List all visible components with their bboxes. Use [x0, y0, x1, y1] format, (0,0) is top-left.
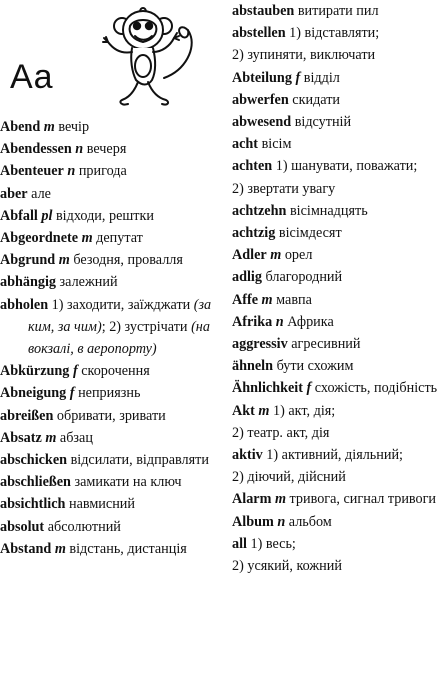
- entry-headword: absichtlich: [0, 496, 66, 513]
- monkey-illustration: [86, 0, 216, 116]
- entry-grammar: m: [81, 230, 93, 247]
- entry-headword: achtzehn: [232, 202, 287, 219]
- entry-headword: abreißen: [0, 407, 54, 424]
- entry-translation: 2) зупиняти, виключати: [232, 47, 376, 64]
- entry-headword: Affe: [232, 291, 258, 308]
- dictionary-entry: [0, 183, 220, 205]
- dictionary-entry: [232, 200, 438, 222]
- entry-headword: aktiv: [232, 447, 263, 464]
- entry-headword: adlig: [232, 269, 262, 286]
- entry-grammar: m: [45, 429, 57, 446]
- entry-translation: схожість, подібність: [314, 380, 438, 397]
- entry-headword: all: [232, 535, 247, 552]
- entry-usage-note: (за ким, за чим): [28, 296, 212, 335]
- entry-headword: Absatz: [0, 429, 42, 446]
- dictionary-entry: [0, 271, 220, 293]
- dictionary-entry: [0, 205, 220, 227]
- entry-grammar: m: [58, 252, 70, 269]
- entry-translation: неприязнь: [78, 385, 141, 402]
- entry-translation: але: [31, 185, 51, 202]
- entry-grammar: n: [75, 141, 84, 158]
- entry-grammar: f: [306, 380, 312, 397]
- entry-translation: вечір: [58, 119, 90, 135]
- dictionary-entry: [0, 538, 220, 560]
- entry-translation: 2) звертати увагу: [232, 180, 336, 197]
- dictionary-entry: [0, 382, 220, 404]
- entry-translation: 2) діючий, дійсний: [232, 469, 346, 486]
- dictionary-entry: [0, 471, 220, 493]
- dictionary-entry: [232, 155, 438, 199]
- dictionary-entry: [232, 266, 438, 288]
- entry-headword: Abstand: [0, 540, 52, 557]
- entry-headword: abstellen: [232, 25, 286, 42]
- dictionary-entry: [232, 289, 438, 311]
- entry-headword: Abend: [0, 119, 41, 135]
- entry-grammar: f: [69, 385, 75, 402]
- entry-translation: вісімнадцять: [289, 202, 368, 219]
- entry-headword: Akt: [232, 402, 255, 419]
- entry-grammar: m: [270, 247, 282, 264]
- dictionary-entry: [232, 400, 438, 444]
- entry-translation: навмисний: [68, 496, 135, 513]
- dictionary-entry: [0, 160, 220, 182]
- dictionary-entry: [232, 377, 438, 399]
- entry-headword: Abgrund: [0, 252, 56, 269]
- entry-headword: achtzig: [232, 225, 276, 242]
- entry-headword: ähneln: [232, 358, 274, 375]
- entry-translation: скорочення: [81, 363, 150, 380]
- dictionary-entry: [0, 138, 220, 160]
- dictionary-entry: [232, 0, 438, 22]
- dictionary-entry: [0, 227, 220, 249]
- dictionary-entry: [232, 511, 438, 533]
- entry-translation: витирати пил: [297, 3, 379, 19]
- entry-headword: abwerfen: [232, 91, 289, 108]
- entry-translation: абзац: [59, 429, 93, 446]
- entry-translation: 1) весь;: [250, 535, 296, 552]
- entry-translation: альбом: [288, 513, 332, 530]
- dictionary-entry: [0, 516, 220, 538]
- entry-headword: Abfall: [0, 207, 38, 224]
- entry-headword: achten: [232, 158, 273, 175]
- entry-translation: 2) театр. акт, дія: [232, 424, 330, 441]
- entry-translation: агресивний: [291, 336, 361, 353]
- right-column: [232, 0, 438, 577]
- entry-headword: Abteilung: [232, 69, 292, 86]
- dictionary-entry: [232, 488, 438, 510]
- entry-grammar: m: [54, 540, 66, 557]
- dictionary-entry: [232, 89, 438, 111]
- dictionary-entry: [0, 360, 220, 382]
- entry-translation: 1) відставляти;: [289, 25, 380, 42]
- entry-translation: скидати: [292, 91, 341, 108]
- entry-headword: Abgeordnete: [0, 230, 79, 247]
- dictionary-entry: [232, 22, 438, 66]
- dictionary-entry: [232, 244, 438, 266]
- entry-translation: Африка: [287, 313, 334, 330]
- entry-translation: безодня, провалля: [73, 252, 183, 269]
- entry-headword: Abkürzung: [0, 363, 70, 380]
- entry-translation: 1) шанувати, поважати;: [275, 158, 418, 175]
- entry-translation: благородний: [265, 269, 343, 286]
- entry-translation: вісімдесят: [278, 225, 342, 242]
- dictionary-entry: [232, 444, 438, 488]
- dictionary-entry: [232, 111, 438, 133]
- entry-grammar: f: [295, 69, 301, 86]
- entry-translation: відходи, рештки: [55, 207, 154, 224]
- entry-headword: Ähnlichkeit: [232, 380, 303, 397]
- dictionary-entry: [232, 222, 438, 244]
- entry-translation: 2) усякий, кожний: [232, 558, 342, 575]
- entry-translation: бути схожим: [276, 358, 354, 375]
- entry-headword: Alarm: [232, 491, 272, 508]
- entry-translation: відділ: [303, 69, 340, 86]
- entry-translation: обривати, зривати: [56, 407, 166, 424]
- entry-translation: пригода: [78, 163, 127, 180]
- entry-translation: замикати на ключ: [74, 474, 182, 491]
- letter-heading: Aa: [10, 58, 54, 96]
- entry-translation: 1) акт, дія;: [273, 402, 336, 419]
- dictionary-entry: [0, 249, 220, 271]
- dictionary-entry: [0, 116, 220, 138]
- entry-headword: aggressiv: [232, 336, 288, 353]
- entry-headword: Abendessen: [0, 141, 72, 158]
- entry-translation: ; 2) зустрічати: [101, 318, 188, 335]
- entry-grammar: n: [275, 313, 284, 330]
- dictionary-entry: [232, 333, 438, 355]
- entry-headword: Afrika: [232, 313, 273, 330]
- entry-grammar: f: [72, 363, 78, 380]
- entry-grammar: m: [43, 119, 55, 135]
- dictionary-entry: [232, 355, 438, 377]
- dictionary-entry: [0, 449, 220, 471]
- dictionary-entry: [232, 67, 438, 89]
- entry-translation: абсолютний: [47, 518, 121, 535]
- entry-headword: Abneigung: [0, 385, 67, 402]
- dictionary-entry: [232, 311, 438, 333]
- entry-grammar: m: [274, 491, 286, 508]
- entry-translation: вісім: [261, 136, 292, 153]
- dictionary-entry: [232, 133, 438, 155]
- entry-grammar: m: [261, 291, 273, 308]
- entry-headword: Adler: [232, 247, 267, 264]
- entry-usage-note: (на вокзалі, в аеропорту): [28, 318, 210, 358]
- entry-headword: acht: [232, 136, 259, 153]
- entry-translation: 1) активний, діяльний;: [266, 447, 403, 464]
- entry-headword: abstauben: [232, 3, 295, 19]
- dictionary-entry: [0, 427, 220, 449]
- entry-headword: Abenteuer: [0, 163, 64, 180]
- entry-translation: вечеря: [86, 141, 127, 158]
- entry-translation: депутат: [96, 230, 143, 247]
- dictionary-entry: [0, 493, 220, 515]
- entry-translation: 1) заходити, заїжджати: [51, 296, 191, 313]
- dictionary-entry: [232, 533, 438, 577]
- left-column: [0, 116, 220, 560]
- entry-grammar: n: [67, 163, 76, 180]
- dictionary-entry: [0, 405, 220, 427]
- entry-grammar: pl: [41, 207, 53, 224]
- entry-headword: abschließen: [0, 474, 71, 491]
- entry-translation: відсутній: [294, 114, 352, 131]
- entry-translation: залежний: [59, 274, 118, 291]
- entry-translation: мавпа: [276, 291, 312, 308]
- entry-grammar: n: [277, 513, 286, 530]
- entry-headword: abholen: [0, 296, 49, 313]
- entry-translation: відсилати, відправляти: [70, 452, 209, 469]
- entry-headword: aber: [0, 185, 28, 202]
- entry-headword: abwesend: [232, 114, 292, 131]
- entry-headword: abschicken: [0, 452, 68, 469]
- dictionary-entry: [0, 294, 220, 361]
- entry-translation: тривога, сигнал тривоги: [289, 491, 437, 508]
- entry-grammar: m: [258, 402, 270, 419]
- entry-translation: відстань, дистанція: [69, 540, 187, 557]
- entry-headword: abhängig: [0, 274, 56, 291]
- entry-headword: absolut: [0, 518, 45, 535]
- entry-headword: Album: [232, 513, 274, 530]
- entry-translation: орел: [284, 247, 313, 264]
